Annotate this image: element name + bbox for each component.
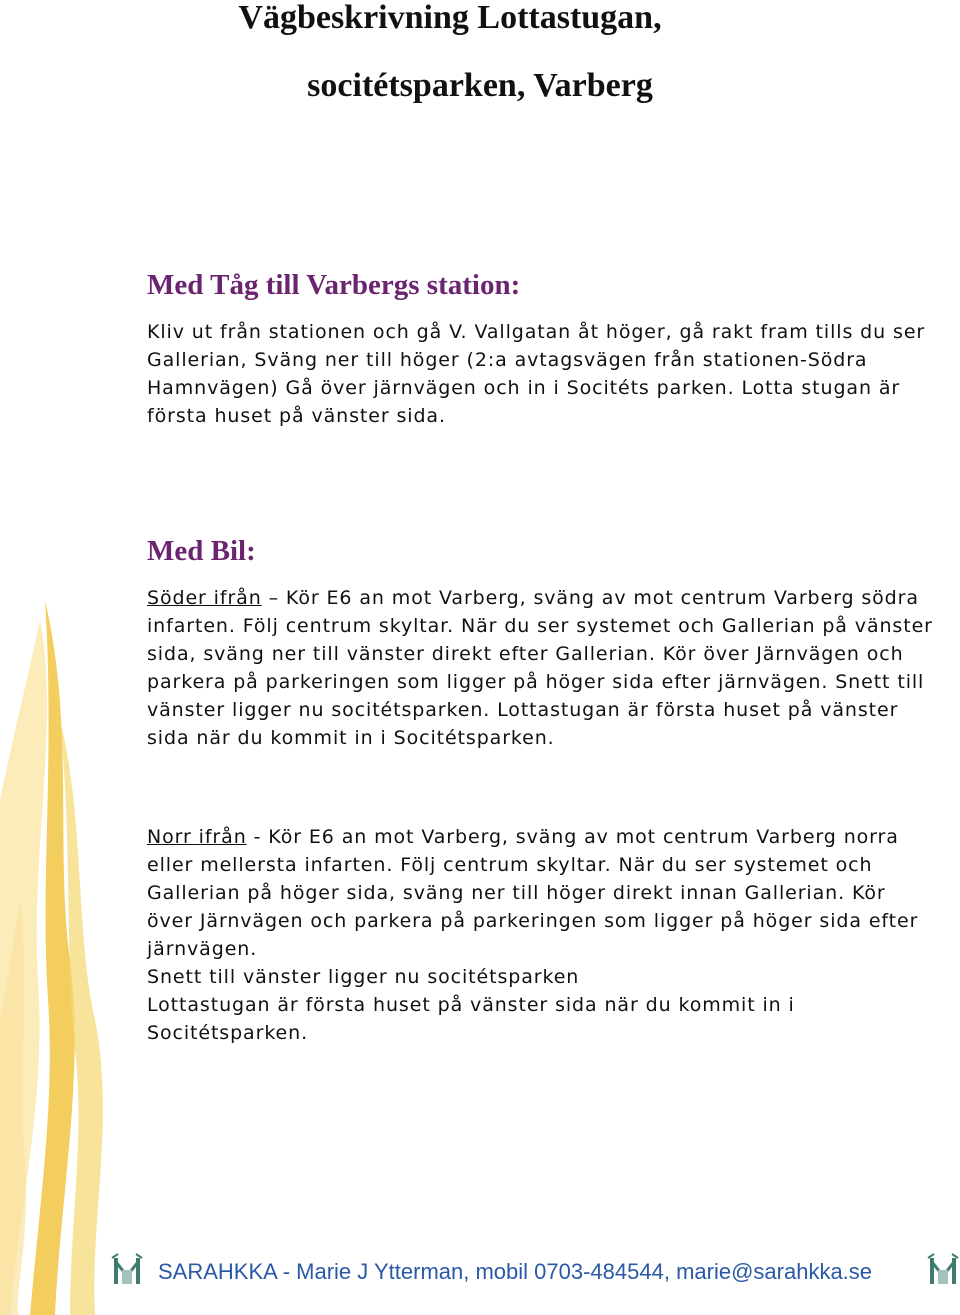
north-label: Norr ifrån bbox=[147, 826, 247, 848]
north-line-3: Lottastugan är första huset på vänster sida när du kommit in i Socitétsparken. bbox=[147, 994, 795, 1044]
train-directions: Kliv ut från stationen och gå V. Vallgatan åt höger, gå rakt fram tills du ser Gallerian, Sväng ner till höger (2:a avtagsvägen från stationen-Södra Hamnvägen) Gå över järnvägen och in i Socitéts parken. Lotta stugan är första huset på vänster sida. bbox=[147, 321, 926, 427]
page-title-line2: socitétsparken, Varberg bbox=[307, 67, 653, 104]
south-directions bbox=[147, 584, 937, 752]
footer-contact: SARAHKKA - Marie J Ytterman, mobil 0703-484544, marie@sarahkka.se bbox=[158, 1259, 873, 1284]
south-label: Söder ifrån bbox=[147, 587, 262, 609]
footer bbox=[110, 1252, 960, 1292]
sarahkka-logo-icon bbox=[926, 1252, 960, 1288]
train-heading: Med Tåg till Varbergs station: bbox=[147, 269, 521, 301]
sarahkka-logo-icon bbox=[110, 1252, 144, 1288]
car-heading: Med Bil: bbox=[147, 535, 256, 567]
south-text: – Kör E6 an mot Varberg, sväng av mot centrum Varberg södra infarten. Följ centrum skyltar. När du ser systemet och Gallerian på vänster sida, sväng ner till vänster direkt efter Gallerian. Kör över Järnvägen och parkera på parkeringen som ligger på höger sida efter järnvägen. Snett till vänster ligger nu socitétsparken. Lottastugan är första huset på vänster sida när du kommit in i Socitétsparken. bbox=[147, 587, 933, 749]
north-text: - Kör E6 an mot Varberg, sväng av mot centrum Varberg norra eller mellersta infarten. Följ centrum skyltar. När du ser systemet och Gallerian på höger sida, sväng ner till höger direkt innan Gallerian. Kör över Järnvägen och parkera på parkeringen som ligger på höger sida efter järnvägen. bbox=[147, 826, 919, 960]
north-line-2: Snett till vänster ligger nu socitétsparken bbox=[147, 966, 580, 988]
north-directions bbox=[147, 823, 937, 1047]
flame-decoration bbox=[0, 600, 150, 1315]
north-paragraph bbox=[147, 823, 937, 963]
page-title-line1: Vägbeskrivning Lottastugan, bbox=[238, 0, 662, 36]
